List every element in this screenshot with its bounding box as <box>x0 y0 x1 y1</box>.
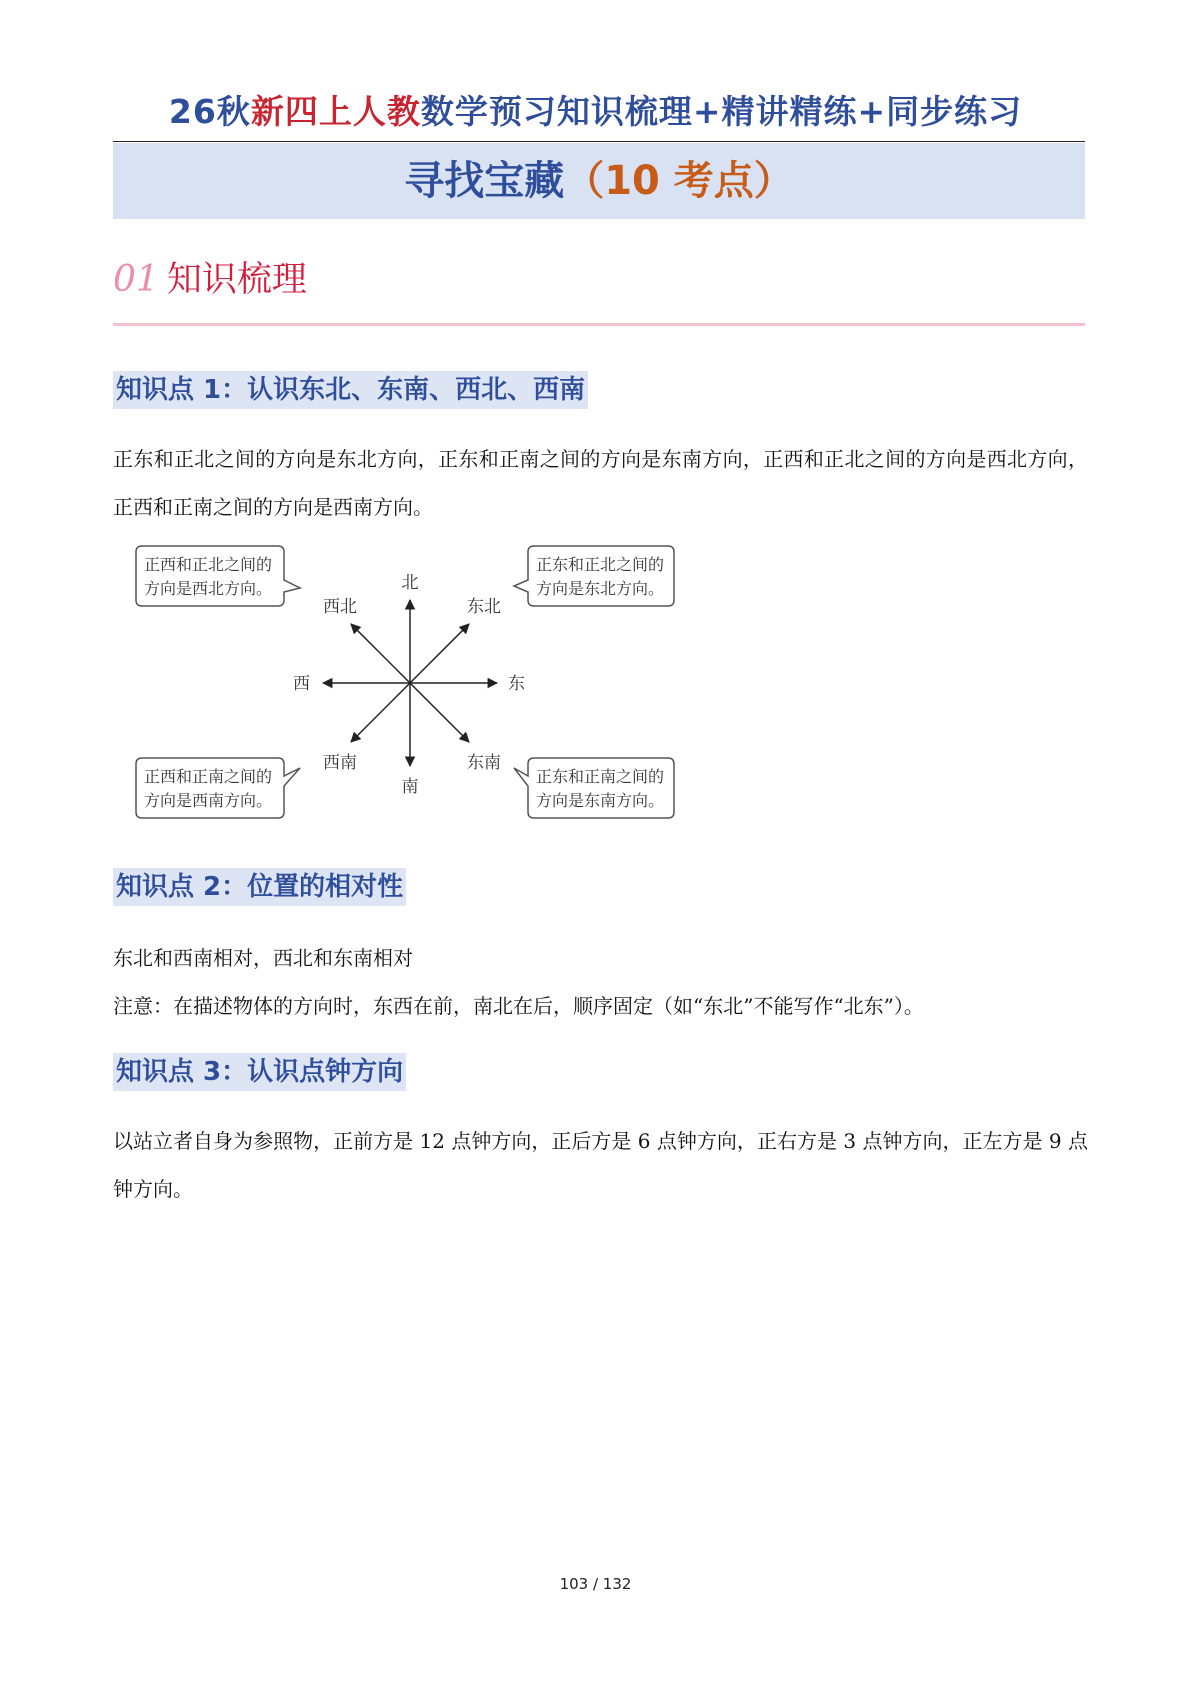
arrow-northwest <box>351 624 410 683</box>
section-title: 知识梳理 <box>166 260 307 300</box>
arrow-southeast <box>410 683 469 742</box>
header-part-3: 数学预习知识梳理+精讲精练+同步练习 <box>420 92 1023 131</box>
callout-sw-line2: 方向是西南方向。 <box>144 791 273 810</box>
section-number: 01 <box>113 259 159 300</box>
document-header <box>0 86 1191 133</box>
label-northwest: 西北 <box>323 597 357 617</box>
kp2-line-1: 东北和西南相对，西北和东南相对 <box>113 946 413 970</box>
kp3-heading: 知识点 3：认识点钟方向 <box>113 1053 406 1091</box>
chapter-title-suffix: （10 考点） <box>564 158 794 204</box>
kp3-paragraph: 以站立者自身为参照物，正前方是 12 点钟方向，正后方是 6 点钟方向，正右方是 3 点钟方向，正左方是 9 点钟方向。 <box>113 1129 1088 1201</box>
label-north: 北 <box>401 573 419 593</box>
callout-ne-line2: 方向是东北方向。 <box>536 579 665 598</box>
section-divider <box>113 323 1085 326</box>
header-divider <box>113 141 1085 142</box>
kp2-note: 注意：在描述物体的方向时，东西在前，南北在后，顺序固定（如“东北”不能写作“北东”）。 <box>113 994 924 1018</box>
chapter-title-band <box>113 143 1085 219</box>
section-heading <box>113 252 307 308</box>
label-northeast: 东北 <box>467 597 501 617</box>
chapter-title: 寻找宝藏 <box>404 158 565 204</box>
callout-southeast <box>514 758 674 818</box>
callout-nw-line2: 方向是西北方向。 <box>144 579 273 598</box>
callout-southwest <box>136 758 300 818</box>
callout-se-line1: 正东和正南之间的 <box>536 767 665 786</box>
header-part-2: 新四上人教 <box>250 92 421 131</box>
callout-ne-line1: 正东和正北之间的 <box>536 555 665 574</box>
label-west: 西 <box>293 674 310 694</box>
callout-northeast <box>514 546 674 606</box>
callout-se-line2: 方向是东南方向。 <box>536 791 665 810</box>
compass-diagram <box>130 540 700 830</box>
callout-sw-line1: 正西和正南之间的 <box>144 767 273 786</box>
kp2-heading: 知识点 2：位置的相对性 <box>113 868 406 906</box>
label-southeast: 东南 <box>467 753 501 773</box>
page-number: 103 / 132 <box>559 1575 632 1593</box>
label-east: 东 <box>508 674 525 694</box>
label-south: 南 <box>401 777 419 797</box>
kp1-heading: 知识点 1：认识东北、东南、西北、西南 <box>113 371 588 409</box>
callout-northwest <box>136 546 300 606</box>
arrow-southwest <box>351 683 410 742</box>
header-part-1: 26秋 <box>168 92 251 131</box>
arrow-northeast <box>410 624 469 683</box>
label-southwest: 西南 <box>323 753 357 773</box>
callout-nw-line1: 正西和正北之间的 <box>144 555 273 574</box>
kp1-paragraph: 正东和正北之间的方向是东北方向，正东和正南之间的方向是东南方向，正西和正北之间的方向是西北方向，正西和正南之间的方向是西南方向。 <box>113 447 1088 519</box>
